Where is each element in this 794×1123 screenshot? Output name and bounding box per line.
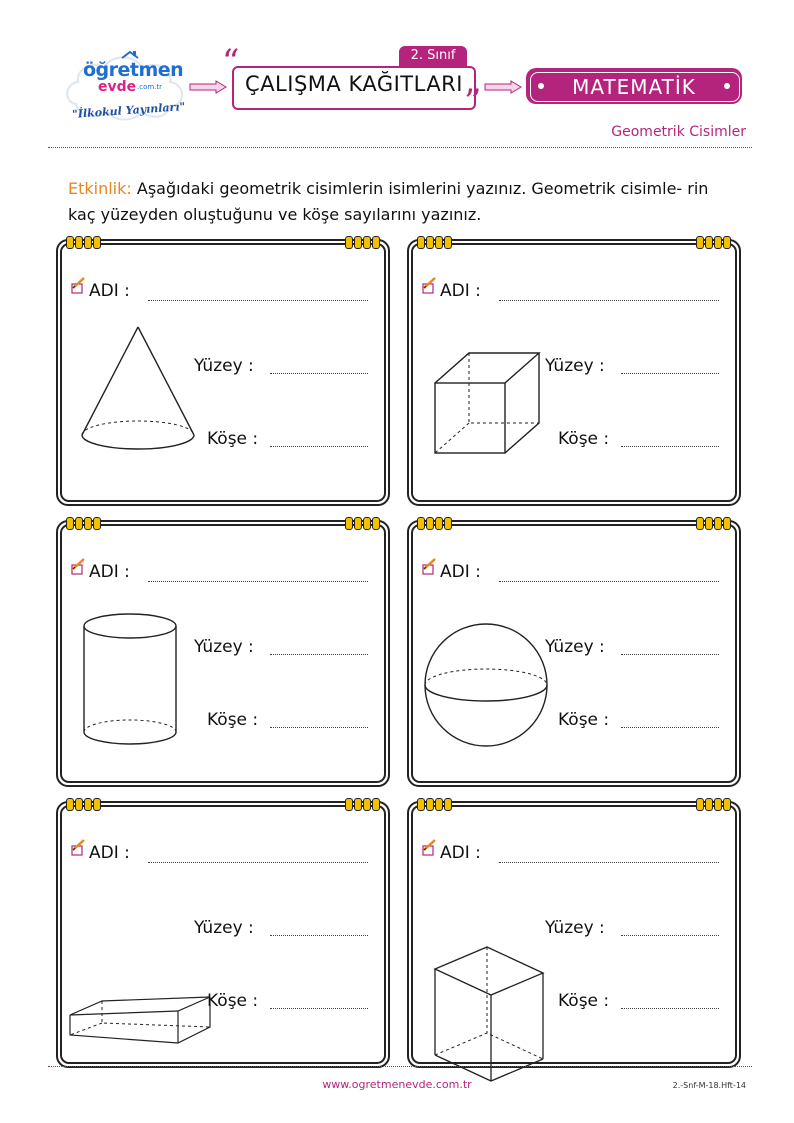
corner-label: Köşe : [207, 429, 259, 449]
cylinder-figure [80, 612, 180, 756]
instructions [68, 176, 738, 228]
page-title: ÇALIŞMA KAĞITLARI [245, 72, 463, 96]
name-answer-field[interactable] [148, 581, 368, 582]
binder-ring-icon [66, 517, 74, 530]
corner-label: Köşe : [558, 429, 610, 449]
worksheet-card-sphere [411, 524, 737, 783]
binder-ring-icon [75, 517, 83, 530]
surface-label: Yüzey : [545, 356, 605, 376]
binder-ring-icon [93, 798, 101, 811]
binder-rings [66, 517, 101, 530]
binder-ring-icon [435, 236, 443, 249]
worksheet-card-rectangular-prism [60, 805, 386, 1064]
corner-answer-field[interactable] [621, 727, 719, 728]
binder-ring-icon [84, 798, 92, 811]
worksheet-card-hexagonal-prism [411, 805, 737, 1064]
binder-rings [696, 517, 731, 530]
topic-label: Geometrik Cisimler [611, 124, 746, 140]
header-divider [48, 147, 752, 148]
corner-answer-field[interactable] [270, 446, 368, 447]
binder-ring-icon [66, 798, 74, 811]
binder-ring-icon [417, 798, 425, 811]
name-answer-field[interactable] [148, 300, 368, 301]
footer-divider [48, 1066, 752, 1067]
binder-ring-icon [696, 517, 704, 530]
binder-ring-icon [723, 798, 731, 811]
binder-ring-icon [363, 798, 371, 811]
binder-ring-icon [417, 517, 425, 530]
binder-ring-icon [426, 798, 434, 811]
pencil-icon [421, 277, 437, 295]
binder-ring-icon [705, 517, 713, 530]
binder-ring-icon [705, 236, 713, 249]
binder-ring-icon [84, 236, 92, 249]
binder-rings [696, 798, 731, 811]
cube-figure [431, 349, 551, 473]
name-label: ADI : [440, 281, 481, 301]
name-label: ADI : [440, 562, 481, 582]
instructions-text: Aşağıdaki geometrik cisimlerin isimlerini yazınız. Geometrik cisimle- rin kaç yüzeyden oluştuğunu ve köşe sayılarını yazınız. [68, 179, 709, 224]
binder-ring-icon [435, 517, 443, 530]
worksheet-card-cube [411, 243, 737, 502]
name-label: ADI : [89, 843, 130, 863]
worksheet-card-cone [60, 243, 386, 502]
surface-label: Yüzey : [545, 918, 605, 938]
binder-ring-icon [435, 798, 443, 811]
quote-open-icon: “ [222, 42, 240, 82]
binder-ring-icon [345, 236, 353, 249]
binder-ring-icon [84, 517, 92, 530]
binder-ring-icon [714, 236, 722, 249]
binder-rings [696, 236, 731, 249]
binder-ring-icon [444, 798, 452, 811]
corner-label: Köşe : [207, 710, 259, 730]
name-label: ADI : [440, 843, 481, 863]
activity-label: Etkinlik: [68, 179, 132, 198]
binder-rings [417, 517, 452, 530]
logo-publisher: "İlkokul Yayınları" [71, 100, 186, 121]
arrow-right-icon [188, 80, 228, 94]
binder-ring-icon [75, 798, 83, 811]
corner-label: Köşe : [558, 710, 610, 730]
binder-ring-icon [372, 517, 380, 530]
binder-ring-icon [714, 798, 722, 811]
binder-ring-icon [714, 517, 722, 530]
binder-ring-icon [345, 517, 353, 530]
binder-rings [345, 798, 380, 811]
binder-ring-icon [372, 236, 380, 249]
quote-close-icon: ” [464, 82, 482, 122]
binder-ring-icon [93, 517, 101, 530]
sphere-figure [421, 620, 551, 754]
surface-answer-field[interactable] [621, 935, 719, 936]
binder-ring-icon [93, 236, 101, 249]
pencil-icon [70, 277, 86, 295]
name-answer-field[interactable] [148, 862, 368, 863]
binder-ring-icon [354, 798, 362, 811]
surface-answer-field[interactable] [270, 654, 368, 655]
binder-ring-icon [723, 517, 731, 530]
binder-ring-icon [696, 236, 704, 249]
binder-ring-icon [363, 236, 371, 249]
binder-ring-icon [705, 798, 713, 811]
pencil-icon [70, 839, 86, 857]
surface-label: Yüzey : [194, 637, 254, 657]
surface-label: Yüzey : [194, 356, 254, 376]
surface-answer-field[interactable] [621, 373, 719, 374]
surface-answer-field[interactable] [270, 373, 368, 374]
pencil-icon [421, 839, 437, 857]
corner-answer-field[interactable] [621, 446, 719, 447]
logo-subtext: evde [98, 79, 137, 95]
binder-ring-icon [345, 798, 353, 811]
logo-text: öğretmen [83, 59, 184, 81]
corner-answer-field[interactable] [270, 727, 368, 728]
corner-label: Köşe : [207, 991, 259, 1011]
name-label: ADI : [89, 562, 130, 582]
name-answer-field[interactable] [499, 581, 719, 582]
binder-rings [66, 236, 101, 249]
pencil-icon [421, 558, 437, 576]
binder-rings [66, 798, 101, 811]
binder-rings [417, 236, 452, 249]
binder-ring-icon [444, 236, 452, 249]
corner-answer-field[interactable] [270, 1008, 368, 1009]
binder-ring-icon [444, 517, 452, 530]
binder-ring-icon [363, 517, 371, 530]
binder-rings [345, 517, 380, 530]
logo-domain: .com.tr [137, 83, 163, 91]
surface-label: Yüzey : [545, 637, 605, 657]
binder-ring-icon [372, 798, 380, 811]
binder-ring-icon [426, 236, 434, 249]
binder-ring-icon [696, 798, 704, 811]
corner-label: Köşe : [558, 991, 610, 1011]
corner-answer-field[interactable] [621, 1008, 719, 1009]
binder-ring-icon [66, 236, 74, 249]
rectangular-prism-figure [66, 993, 216, 1057]
surface-answer-field[interactable] [621, 654, 719, 655]
binder-ring-icon [354, 517, 362, 530]
footer-url: www.ogretmenevde.com.tr [322, 1078, 472, 1091]
name-answer-field[interactable] [499, 862, 719, 863]
binder-rings [417, 798, 452, 811]
grade-badge: 2. Sınıf [399, 46, 467, 66]
arrow-right-icon [483, 80, 523, 94]
subject-title: MATEMATİK [572, 75, 696, 99]
binder-ring-icon [417, 236, 425, 249]
binder-ring-icon [723, 236, 731, 249]
name-answer-field[interactable] [499, 300, 719, 301]
binder-rings [345, 236, 380, 249]
name-label: ADI : [89, 281, 130, 301]
worksheet-card-cylinder [60, 524, 386, 783]
surface-label: Yüzey : [194, 918, 254, 938]
binder-ring-icon [426, 517, 434, 530]
footer-code: 2.-Snf-M-18.Hft-14 [672, 1081, 746, 1090]
surface-answer-field[interactable] [270, 935, 368, 936]
binder-ring-icon [354, 236, 362, 249]
cone-figure [78, 321, 198, 465]
pencil-icon [70, 558, 86, 576]
binder-ring-icon [75, 236, 83, 249]
